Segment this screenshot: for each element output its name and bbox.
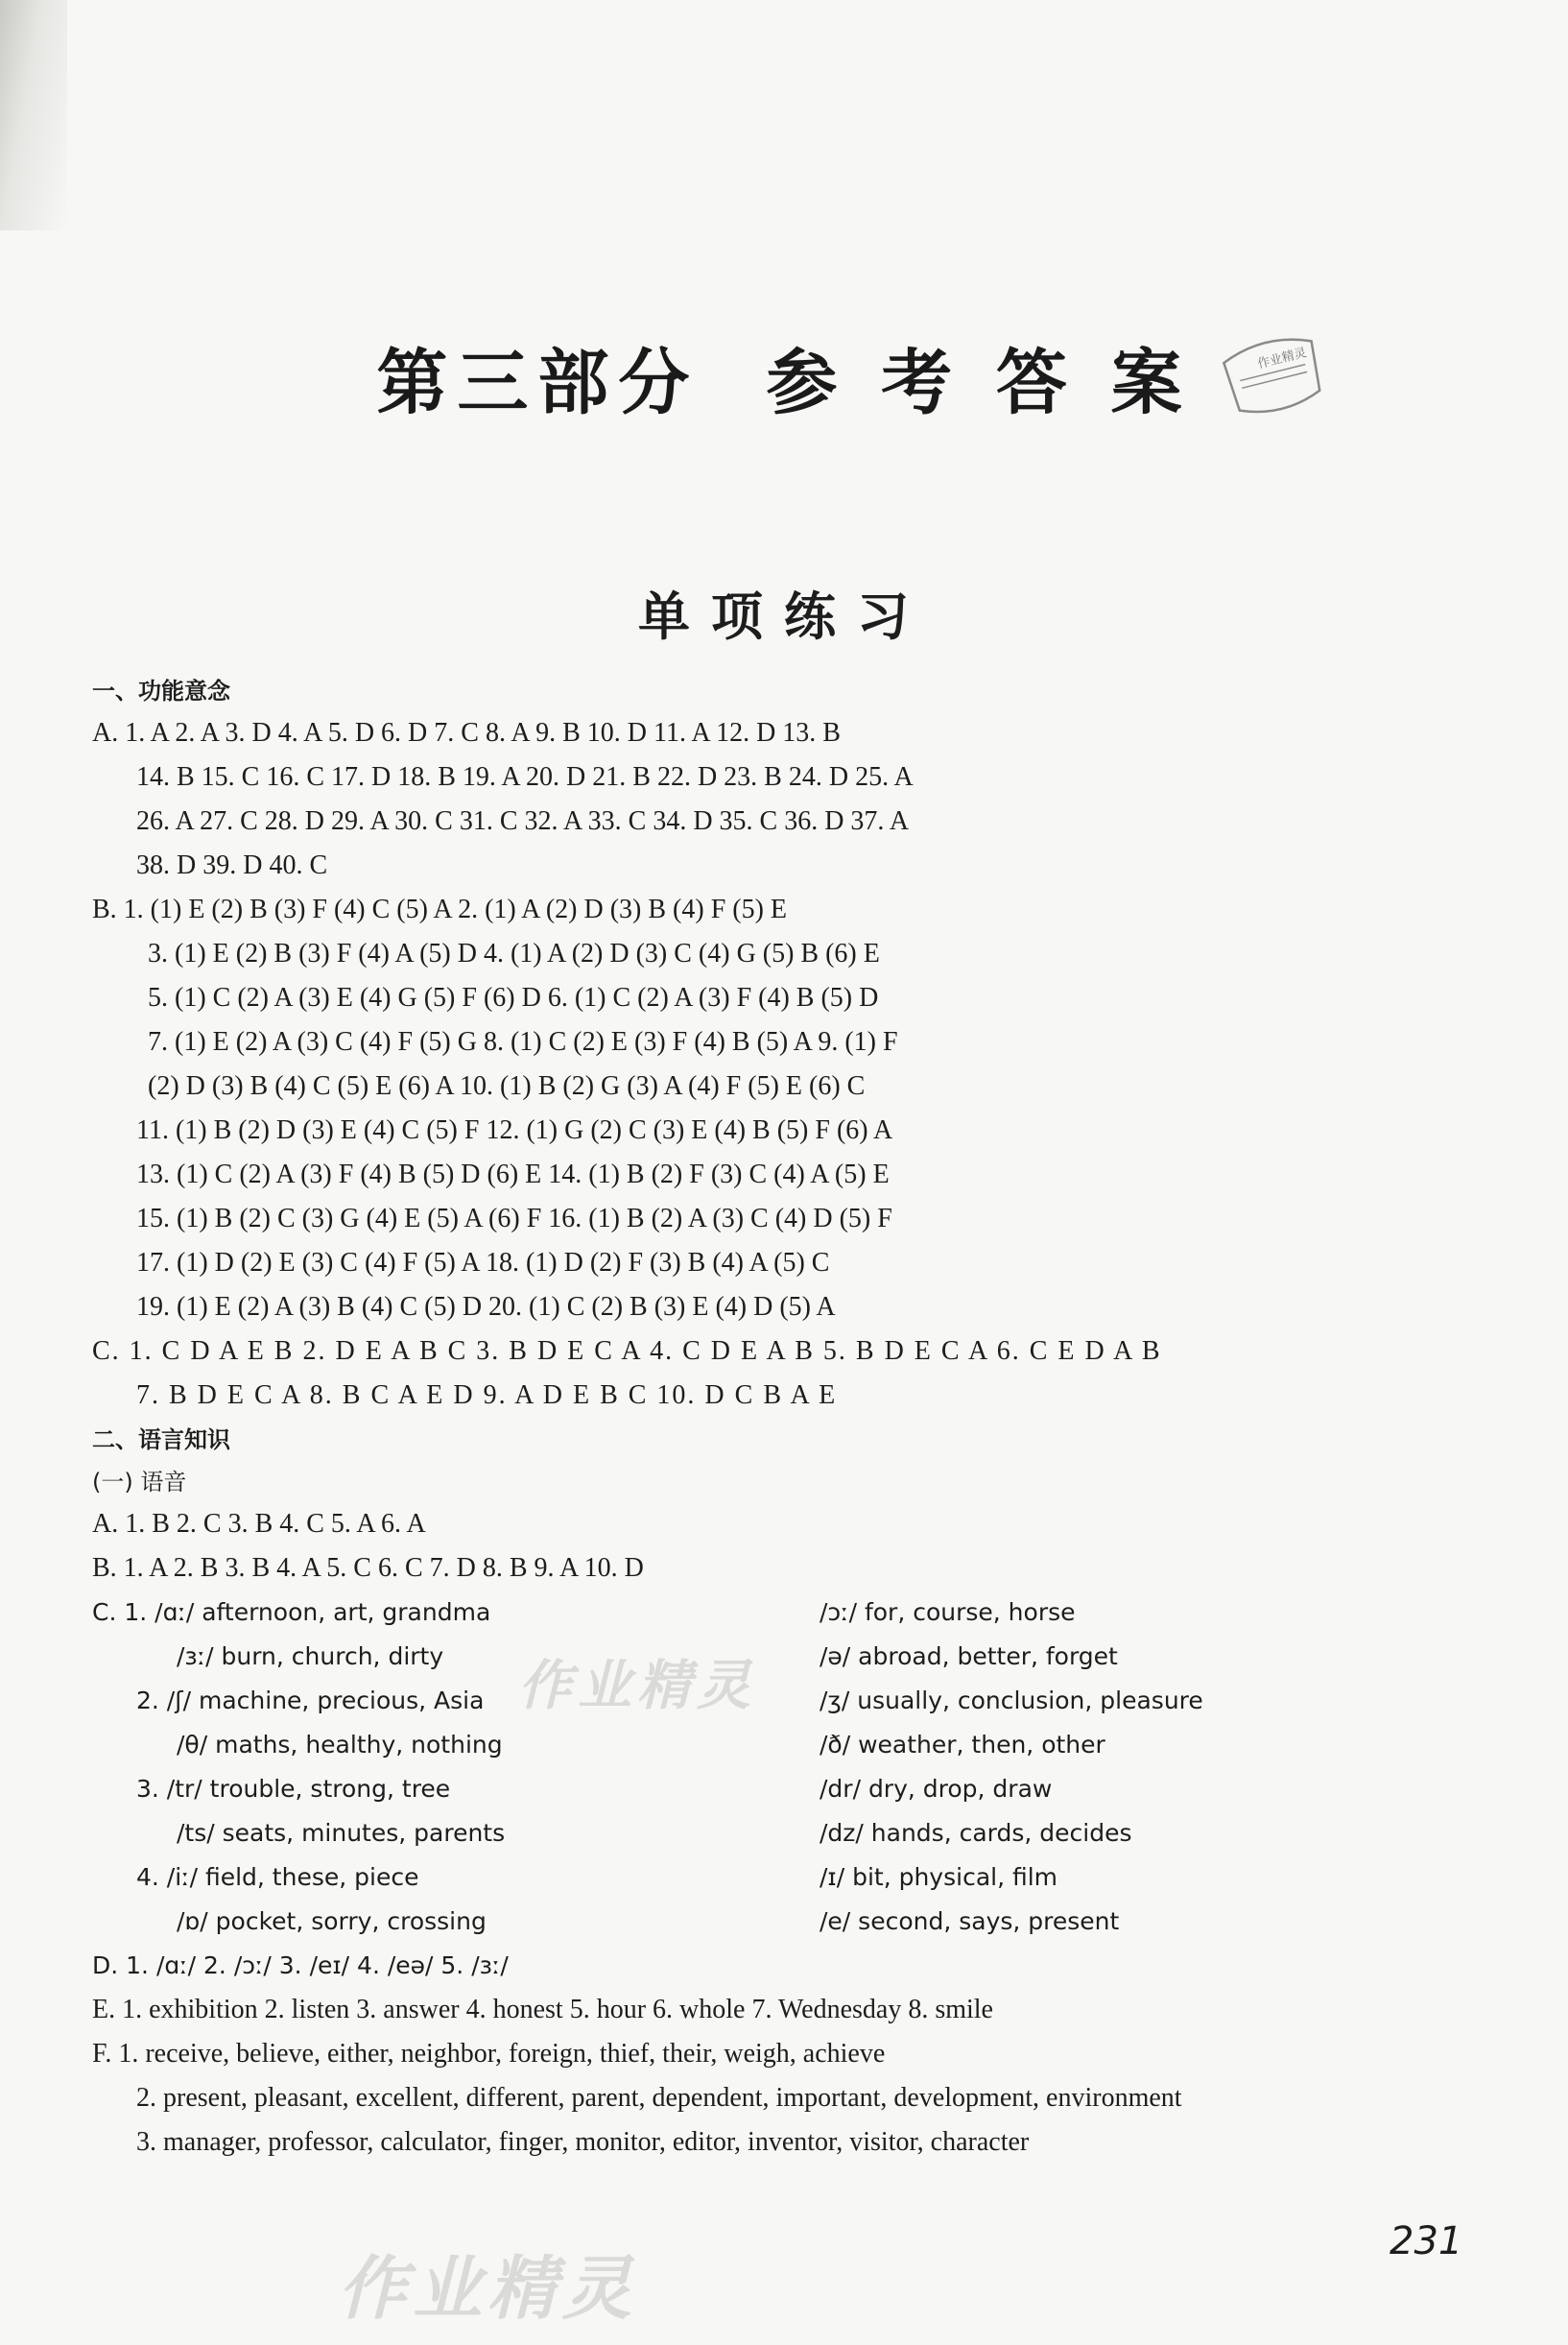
answer-line: 5. (1) C (2) A (3) E (4) G (5) F (6) D 6. (1) C (2) A (3) F (4) B (5) D — [148, 983, 879, 1013]
phonetic-right: /e/ second, says, present — [820, 1907, 1120, 1935]
phonetic-left: C. 1. /ɑː/ afternoon, art, grandma — [92, 1598, 491, 1626]
phonetic-right: /ɪ/ bit, physical, film — [820, 1863, 1058, 1891]
answer-line: 15. (1) B (2) C (3) G (4) E (5) A (6) F 16. (1) B (2) A (3) C (4) D (5) F — [136, 1204, 892, 1233]
phonetic-right: /dr/ dry, drop, draw — [820, 1775, 1053, 1803]
phonetic-left: /ɜː/ burn, church, dirty — [177, 1642, 444, 1670]
heading-function: 一、功能意念 — [92, 678, 230, 705]
phonetic-left: 4. /iː/ field, these, piece — [136, 1863, 419, 1891]
answer-line: B. 1. (1) E (2) B (3) F (4) C (5) A 2. (1) A (2) D (3) B (4) F (5) E — [92, 895, 788, 924]
phonetic-left: 2. /ʃ/ machine, precious, Asia — [136, 1687, 485, 1714]
answer-line: 11. (1) B (2) D (3) E (4) C (5) F 12. (1) G (2) C (3) E (4) B (5) F (6) A — [136, 1115, 893, 1145]
subheading-phonetics: (一) 语音 — [92, 1469, 187, 1496]
answer-line: D. 1. /ɑː/ 2. /ɔː/ 3. /eɪ/ 4. /eə/ 5. /ɜː/ — [92, 1951, 509, 1979]
phonetic-right: /ə/ abroad, better, forget — [820, 1642, 1118, 1670]
scan-shadow — [0, 0, 67, 230]
phonetic-right: /ʒ/ usually, conclusion, pleasure — [820, 1687, 1203, 1714]
answer-line: B. 1. A 2. B 3. B 4. A 5. C 6. C 7. D 8. B 9. A 10. D — [92, 1553, 644, 1583]
stamp-text: 作业精灵 — [1256, 346, 1309, 372]
answer-line: F. 1. receive, believe, either, neighbor, foreign, thief, their, weigh, achieve — [92, 2039, 886, 2069]
answer-line: (2) D (3) B (4) C (5) E (6) A 10. (1) B (2) G (3) A (4) F (5) E (6) C — [148, 1071, 866, 1101]
heading-language: 二、语言知识 — [92, 1426, 230, 1453]
answer-line: E. 1. exhibition 2. listen 3. answer 4. honest 5. hour 6. whole 7. Wednesday 8. smile — [92, 1995, 993, 2024]
answer-line: 19. (1) E (2) A (3) B (4) C (5) D 20. (1) C (2) B (3) E (4) D (5) A — [136, 1292, 836, 1322]
answer-line: 13. (1) C (2) A (3) F (4) B (5) D (6) E 14. (1) B (2) F (3) C (4) A (5) E — [136, 1160, 890, 1189]
answer-line: 7. B D E C A 8. B C A E D 9. A D E B C 10. D C B A E — [136, 1380, 838, 1410]
answer-line: 38. D 39. D 40. C — [136, 850, 328, 880]
page-number: 231 — [1390, 2219, 1463, 2263]
answer-line: 7. (1) E (2) A (3) C (4) F (5) G 8. (1) C (2) E (3) F (4) B (5) A 9. (1) F — [148, 1027, 898, 1057]
answer-line: A. 1. B 2. C 3. B 4. C 5. A 6. A — [92, 1509, 426, 1539]
phonetic-right: /ð/ weather, then, other — [820, 1731, 1105, 1759]
watermark: 作业精灵 — [518, 1654, 756, 1717]
answer-line: A. 1. A 2. A 3. D 4. A 5. D 6. D 7. C 8. A 9. B 10. D 11. A 12. D 13. B — [92, 718, 841, 748]
answer-line: 17. (1) D (2) E (3) C (4) F (5) A 18. (1) D (2) F (3) B (4) A (5) C — [136, 1248, 830, 1278]
part-title: 第三部分 参 考 答 案 — [376, 342, 1192, 424]
phonetic-right: /dz/ hands, cards, decides — [820, 1819, 1132, 1847]
phonetic-left: /θ/ maths, healthy, nothing — [177, 1731, 503, 1759]
answer-line: 14. B 15. C 16. C 17. D 18. B 19. A 20. D 21. B 22. D 23. B 24. D 25. A — [136, 762, 914, 792]
answer-line: 26. A 27. C 28. D 29. A 30. C 31. C 32. A 33. C 34. D 35. C 36. D 37. A — [136, 806, 910, 836]
answer-line: 2. present, pleasant, excellent, different, parent, dependent, important, development, environment — [136, 2083, 1182, 2113]
watermark: 作业精灵 — [338, 2247, 638, 2329]
stamp-logo — [1211, 323, 1336, 428]
phonetic-left: /ɒ/ pocket, sorry, crossing — [177, 1907, 487, 1935]
phonetic-left: /ts/ seats, minutes, parents — [177, 1819, 506, 1847]
phonetic-left: 3. /tr/ trouble, strong, tree — [136, 1775, 451, 1803]
answer-line: C. 1. C D A E B 2. D E A B C 3. B D E C A 4. C D E A B 5. B D E C A 6. C E D A B — [92, 1336, 1162, 1366]
phonetic-right: /ɔː/ for, course, horse — [820, 1598, 1076, 1626]
answer-line: 3. (1) E (2) B (3) F (4) A (5) D 4. (1) A (2) D (3) C (4) G (5) B (6) E — [148, 939, 880, 969]
section-title: 单项练习 — [638, 586, 930, 647]
answer-line: 3. manager, professor, calculator, finger, monitor, editor, inventor, visitor, character — [136, 2127, 1030, 2157]
